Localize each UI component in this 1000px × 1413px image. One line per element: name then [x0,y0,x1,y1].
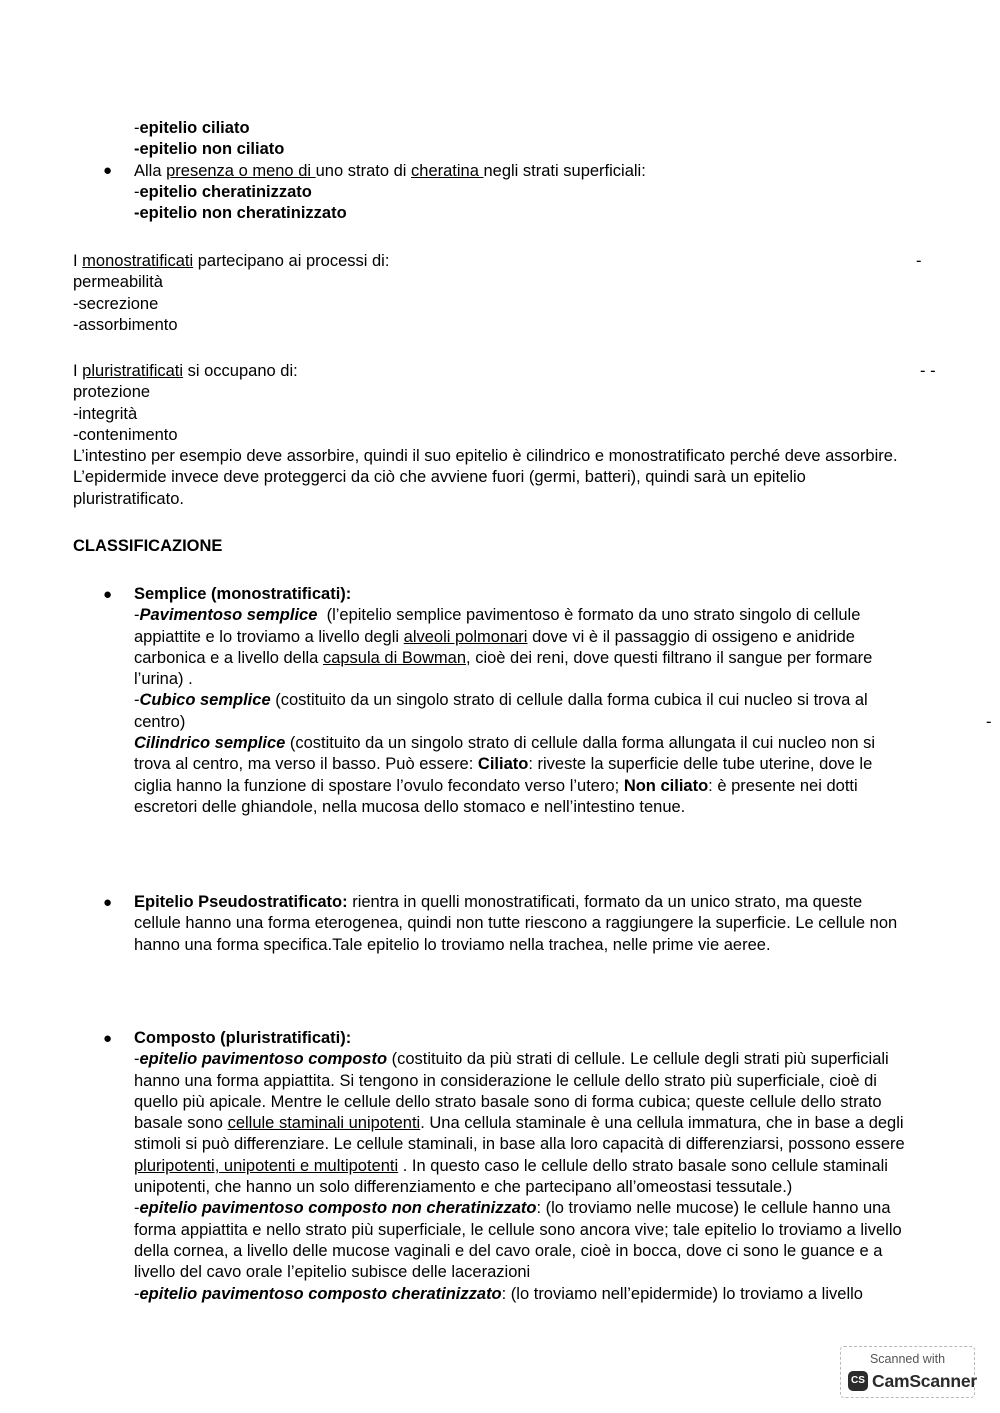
list-item: Alla presenza o meno di uno strato di cheratina negli strati superficiali: [134,161,646,180]
stray-dash: - - [920,362,936,380]
list-item: -epitelio non ciliato [134,140,285,159]
stray-dash: - [986,713,992,731]
semplice-item: Semplice (monostratificati): -Pavimentoso semplice (l’epitelio semplice pavimentoso è formato da uno strato singolo di cellule appiattite e lo troviamo a livello degli alveoli polmonari dove vi è il passaggio di ossigeno e anidride carbonica e a livello della capsula di Bowman, cioè dei reni, dove questi filtrano il sangue per formare l’urina) . -Cubico semplice (costituito da un singolo strato di cellule dalla forma cubica il cui nucleo si trova al centro) Cilindrico semplice (costituito da un singolo strato di cellule dalla forma allungata il cui nucleo non si trova al centro, ma verso il basso. Può essere: Ciliato: riveste la superficie delle tube uterine, dove le ciglia hanno la funzione di spostare l’ovulo fecondato verso l’utero; Non ciliato: è presente nei dotti escretori delle ghiandole, nella mucosa dello stomaco e nell’intestino tenue. [134,585,876,816]
pluri-paragraph: I pluristratificati si occupano di: protezione -integrità -contenimento L’intestino per esempio deve assorbire, quindi il suo epitelio è cilindrico e monostratificato perché deve assorbire. L’epidermide invece deve proteggerci da ciò che avviene fuori (germi, batteri), quindi sarà un epitelio pluristratificato. [73,362,898,508]
bullet-icon: ● [103,894,113,911]
camscanner-logo-icon: CS [848,1371,868,1391]
bullet-icon: ● [103,1030,113,1047]
stray-dash: - [916,252,922,270]
composto-item: Composto (pluristratificati): -epitelio pavimentoso composto (costituito da più strati di cellule. Le cellule degli strati più superficiali hanno una forma appiattita. Si tengono in considerazione le cellule dello strato più superficiale, cioè di quello più apicale. Mentre le cellule dello strato basale sono di forma cubica; queste cellule dello strato basale sono cellule staminali unipotenti. Una cellula staminale è una cellula immatura, che in base a degli stimoli si può differenziare. Le cellule staminali, in base alla loro capacità di differenziarsi, possono essere pluripotenti, unipotenti e multipotenti . In questo caso le cellule dello strato basale sono cellule staminali unipotenti, che hanno un solo differenziamento e che partecipano all’omeostasi tessutale.) -epitelio pavimentoso composto non cheratinizzato: (lo troviamo nelle mucose) le cellule hanno una forma appiattita e nello strato più superficiale, le cellule sono ancora vive; tale epitelio lo troviamo a livello della cornea, a livello delle mucose vaginali e del cavo orale, cioè in bocca, dove ci sono le guance e a livello del cavo orale l’epitelio subisce delle lacerazioni -epitelio pavimentoso composto cheratinizzato: (lo troviamo nell’epidermide) lo troviamo a livello [134,1029,905,1303]
watermark-caption: Scanned with [869,1352,946,1366]
bullet-icon: ● [103,162,113,179]
list-item: -epitelio ciliato [134,119,250,137]
section-heading: CLASSIFICAZIONE [73,537,223,555]
top-list [134,118,646,224]
mono-paragraph: I monostratificati partecipano ai processi di: permeabilità -secrezione -assorbimento [73,252,390,334]
list-item: -epitelio non cheratinizzato [134,204,347,223]
camscanner-watermark [840,1346,975,1398]
list-item: -epitelio cheratinizzato [134,182,312,201]
pseudo-item: Epitelio Pseudostratificato: rientra in quelli monostratificati, formato da un unico strato, ma queste cellule hanno una forma eterogenea, quindi non tutte riescono a raggiungere la superficie. Le cellule non hanno una forma specifica.Tale epitelio lo troviamo nella trachea, nelle prime vie aeree. [134,893,898,954]
watermark-brand: CamScanner [872,1371,977,1391]
bullet-icon: ● [103,586,113,603]
